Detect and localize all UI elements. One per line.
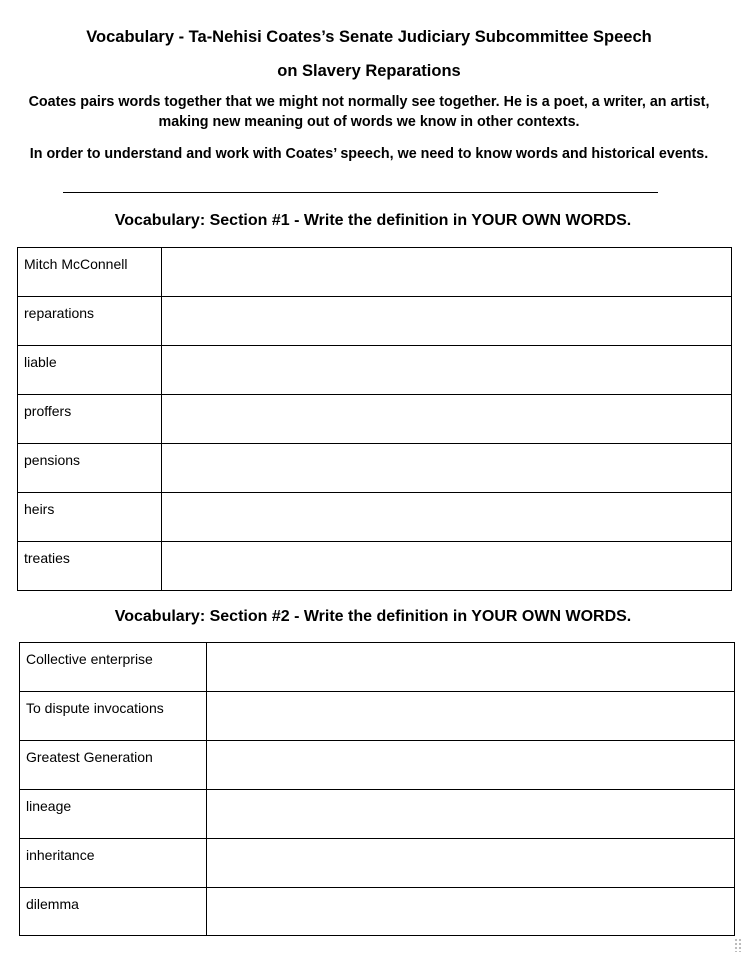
table-row — [18, 444, 732, 493]
intro-sentence: In order to understand and work with Coates’ speech, we need to know words and historical events. — [29, 146, 709, 162]
definition-cell[interactable] — [162, 297, 732, 346]
document-title-line-2: on Slavery Reparations — [277, 62, 461, 80]
term-cell: treaties — [18, 542, 162, 591]
section-1-heading: Vocabulary: Section #1 - Write the definition in YOUR OWN WORDS. — [114, 212, 632, 229]
section-2-heading: Vocabulary: Section #2 - Write the definition in YOUR OWN WORDS. — [114, 608, 632, 625]
definition-cell[interactable] — [207, 790, 735, 839]
term-cell: proffers — [18, 395, 162, 444]
definition-cell[interactable] — [162, 493, 732, 542]
table-row — [18, 395, 732, 444]
term-cell: reparations — [18, 297, 162, 346]
definition-cell[interactable] — [207, 839, 735, 888]
term-cell: Mitch McConnell — [18, 248, 162, 297]
section-2-vocab-table — [19, 642, 735, 936]
definition-cell[interactable] — [162, 395, 732, 444]
table-row — [18, 542, 732, 591]
table-row — [20, 643, 735, 692]
term-cell: dilemma — [20, 888, 207, 936]
term-cell: liable — [18, 346, 162, 395]
horizontal-divider — [63, 192, 658, 193]
table-row — [20, 692, 735, 741]
definition-cell[interactable] — [162, 444, 732, 493]
definition-cell[interactable] — [207, 888, 735, 936]
table-row — [20, 790, 735, 839]
definition-cell[interactable] — [162, 346, 732, 395]
table-row — [18, 346, 732, 395]
table-row — [18, 248, 732, 297]
section-1-vocab-table — [17, 247, 732, 591]
term-cell: inheritance — [20, 839, 207, 888]
term-cell: Greatest Generation — [20, 741, 207, 790]
term-cell: pensions — [18, 444, 162, 493]
table-row — [18, 297, 732, 346]
term-cell: Collective enterprise — [20, 643, 207, 692]
document-title-line-1: Vocabulary - Ta-Nehisi Coates’s Senate Judiciary Subcommittee Speech — [86, 28, 652, 46]
intro-paragraph: Coates pairs words together that we might not normally see together. He is a poet, a writer, an artist, making new meaning out of words we know in other contexts. — [28, 94, 710, 130]
table-row — [18, 493, 732, 542]
term-cell: To dispute invocations — [20, 692, 207, 741]
drag-handle-icon[interactable] — [734, 938, 742, 952]
table-row — [20, 888, 735, 936]
definition-cell[interactable] — [207, 643, 735, 692]
term-cell: lineage — [20, 790, 207, 839]
definition-cell[interactable] — [207, 741, 735, 790]
definition-cell[interactable] — [207, 692, 735, 741]
definition-cell[interactable] — [162, 248, 732, 297]
table-row — [20, 741, 735, 790]
term-cell: heirs — [18, 493, 162, 542]
definition-cell[interactable] — [162, 542, 732, 591]
table-row — [20, 839, 735, 888]
